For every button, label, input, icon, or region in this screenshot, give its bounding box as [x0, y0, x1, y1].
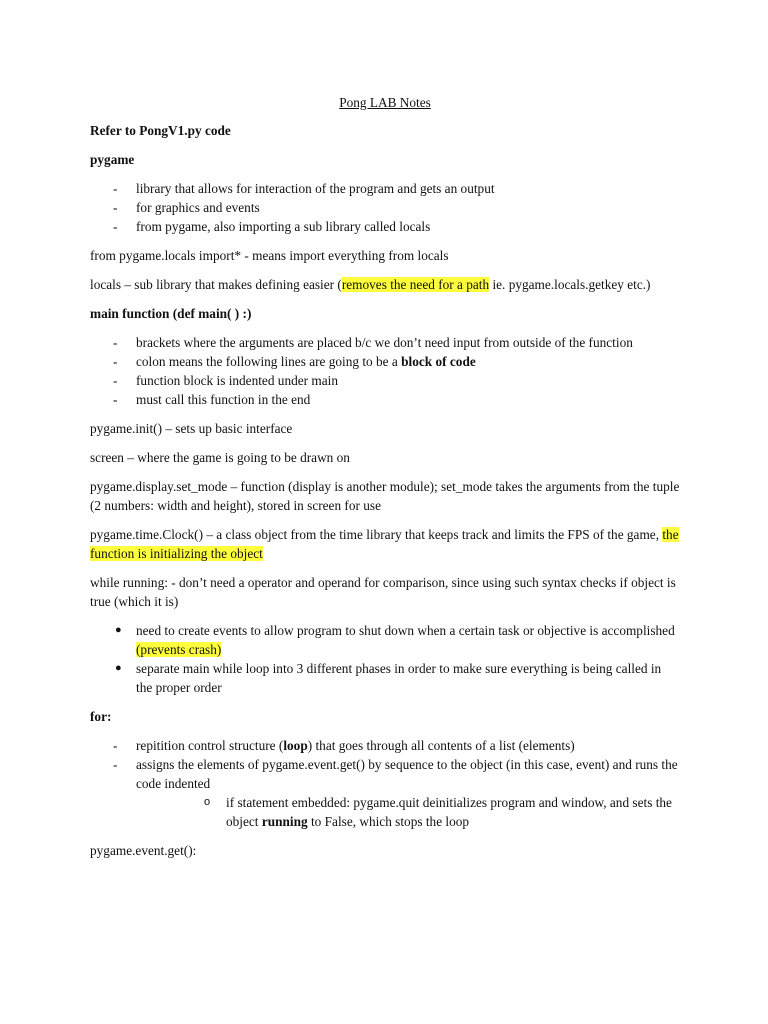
bullet-marker: ●: [115, 624, 122, 636]
display-line: pygame.display.set_mode – function (display is another module); set_mode takes the arguments from the tuple (2 numbers: width and height), stored in screen for use: [90, 479, 680, 513]
for-sub-list: [136, 793, 680, 831]
for-list: [90, 736, 680, 831]
dash-marker: -: [113, 738, 118, 753]
document-content: [90, 93, 680, 870]
list-item: ● separate main while loop into 3 different phases in order to make sure everything is being called in the proper order: [115, 661, 662, 695]
main-function-heading: main function (def main( ) :): [90, 306, 252, 321]
while-line: while running: - don’t need a operator and operand for comparison, since using such syntax checks if object is true (which it is): [90, 575, 676, 609]
dash-marker: -: [113, 373, 118, 388]
dash-marker: -: [113, 335, 118, 350]
dash-marker: -: [113, 757, 118, 772]
list-item: - for graphics and events: [113, 200, 260, 215]
list-item: - assigns the elements of pygame.event.get() by sequence to the object (in this case, event) and runs the code indented o if statement embedded: pygame.quit deinitializes program and window, and sets the object running to False, which stops the loop: [90, 755, 680, 831]
circle-marker: o: [204, 796, 211, 808]
while-list: [90, 621, 680, 697]
init-line: pygame.init() – sets up basic interface: [90, 421, 293, 436]
main-function-list: [90, 333, 680, 409]
list-item: ● need to create events to allow program to shut down when a certain task or objective is accomplished (prevents crash): [115, 623, 675, 657]
list-item: - brackets where the arguments are placed b/c we don’t need input from outside of the function: [113, 335, 633, 350]
screen-line: screen – where the game is going to be drawn on: [90, 450, 350, 465]
bullet-marker: ●: [115, 662, 122, 674]
list-item: o if statement embedded: pygame.quit deinitializes program and window, and sets the object running to False, which stops the loop: [204, 795, 672, 829]
event-get-line: pygame.event.get():: [90, 843, 197, 858]
pygame-list: [90, 179, 680, 236]
list-item: - repitition control structure (loop) that goes through all contents of a list (elements): [113, 738, 575, 753]
refer-heading: Refer to PongV1.py code: [90, 123, 231, 138]
list-item: - must call this function in the end: [113, 392, 311, 407]
list-item: - function block is indented under main: [113, 373, 338, 388]
highlight: the function is initializing the object: [90, 527, 679, 561]
highlight: removes the need for a path: [341, 277, 490, 292]
list-item: - colon means the following lines are going to be a block of code: [113, 354, 476, 369]
dash-marker: -: [113, 392, 118, 407]
dash-marker: -: [113, 200, 118, 215]
dash-marker: -: [113, 354, 118, 369]
page-title: Pong LAB Notes: [339, 95, 431, 110]
clock-line: pygame.time.Clock() – a class object from the time library that keeps track and limits the FPS of the game, the function is initializing the object: [90, 527, 679, 561]
dash-marker: -: [113, 219, 118, 234]
locals-import-line: from pygame.locals import* - means import everything from locals: [90, 248, 449, 263]
highlight: (prevents crash): [136, 642, 222, 657]
dash-marker: -: [113, 181, 118, 196]
locals-desc-line: locals – sub library that makes defining easier (removes the need for a path ie. pygame.locals.getkey etc.): [90, 277, 651, 292]
for-heading: for:: [90, 709, 112, 724]
list-item: - from pygame, also importing a sub library called locals: [113, 219, 431, 234]
list-item: - library that allows for interaction of the program and gets an output: [113, 181, 495, 196]
pygame-heading: pygame: [90, 152, 135, 167]
